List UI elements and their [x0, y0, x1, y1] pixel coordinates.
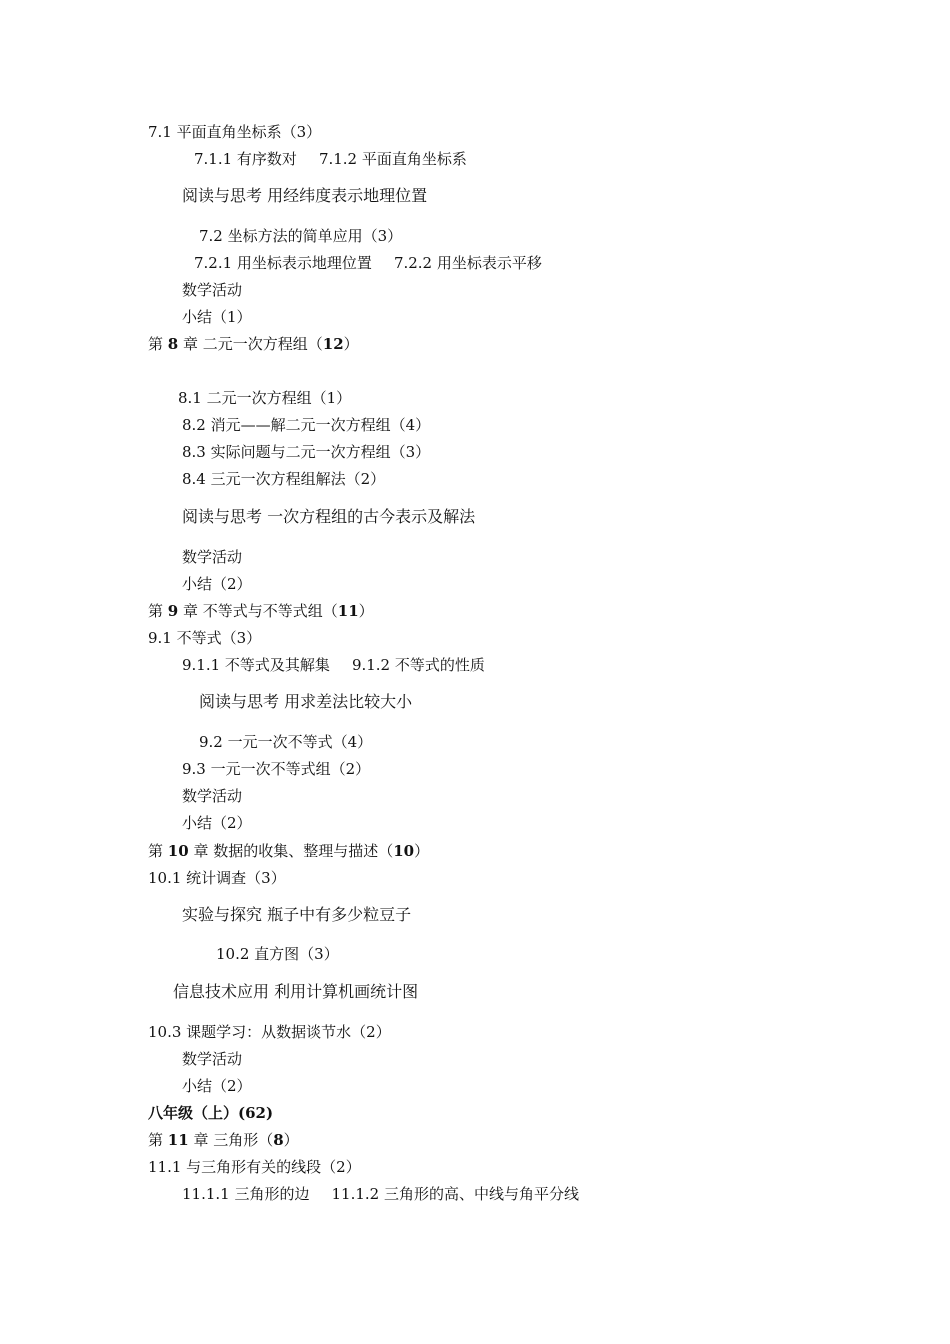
- section-9-2: 9.2 一元一次不等式（4）: [199, 733, 373, 751]
- section-7-1: 7.1 平面直角坐标系（3）: [148, 123, 322, 141]
- chapter-close: ）: [283, 1131, 299, 1149]
- subsection-9-1-2: 9.1.2 不等式的性质: [351, 656, 485, 674]
- chapter-prefix: 第: [148, 602, 164, 620]
- chapter-prefix: 第: [148, 842, 164, 860]
- subsection-row-7-1: [194, 149, 467, 169]
- reading-thinking-7: 阅读与思考 用经纬度表示地理位置: [182, 186, 428, 205]
- chapter-close: ）: [358, 602, 374, 620]
- chapter-prefix: 第: [148, 1131, 164, 1149]
- section-8-4: 8.4 三元一次方程组解法（2）: [182, 470, 386, 488]
- reading-thinking-8: 阅读与思考 一次方程组的古今表示及解法: [182, 507, 476, 526]
- subsection-row-9-1: [182, 655, 485, 675]
- math-activity-8: 数学活动: [182, 548, 243, 566]
- chapter-title: 章 数据的收集、整理与描述（: [193, 842, 394, 860]
- subsection-7-2-1: 7.2.1 用坐标表示地理位置: [194, 254, 372, 272]
- section-7-2: 7.2 坐标方法的简单应用（3）: [199, 227, 403, 245]
- subsection-11-1-2: 11.1.2 三角形的高、中线与角平分线: [331, 1185, 579, 1203]
- chapter-hours: 10: [393, 842, 415, 860]
- section-8-3: 8.3 实际问题与二元一次方程组（3）: [182, 443, 431, 461]
- section-10-2: 10.2 直方图（3）: [216, 945, 339, 963]
- subsection-row-11-1: [182, 1184, 579, 1204]
- chapter-hours: 11: [337, 602, 359, 620]
- subsection-7-1-2: 7.1.2 平面直角坐标系: [318, 150, 467, 168]
- chapter-8-heading: [148, 334, 359, 354]
- chapter-number: 11: [167, 1131, 189, 1149]
- section-10-3: 10.3 课题学习：从数据谈节水（2）: [148, 1023, 391, 1041]
- reading-thinking-9: 阅读与思考 用求差法比较大小: [199, 692, 413, 711]
- section-10-1: 10.1 统计调查（3）: [148, 869, 286, 887]
- summary-7: 小结（1）: [182, 308, 252, 326]
- subsection-7-2-2: 7.2.2 用坐标表示平移: [393, 254, 542, 272]
- chapter-close: ）: [343, 335, 359, 353]
- chapter-10-heading: [148, 841, 429, 861]
- chapter-title: 章 三角形（: [193, 1131, 274, 1149]
- chapter-title: 章 不等式与不等式组（: [183, 602, 338, 620]
- subsection-row-7-2: [194, 253, 542, 273]
- section-11-1: 11.1 与三角形有关的线段（2）: [148, 1158, 361, 1176]
- chapter-number: 8: [167, 335, 179, 353]
- summary-10: 小结（2）: [182, 1077, 252, 1095]
- section-8-2: 8.2 消元——解二元一次方程组（4）: [182, 416, 431, 434]
- subsection-7-1-1: 7.1.1 有序数对: [194, 150, 297, 168]
- section-9-1: 9.1 不等式（3）: [148, 629, 262, 647]
- chapter-prefix: 第: [148, 335, 164, 353]
- subsection-11-1-1: 11.1.1 三角形的边: [182, 1185, 310, 1203]
- experiment-explore-10: 实验与探究 瓶子中有多少粒豆子: [182, 905, 412, 924]
- section-8-1: 8.1 二元一次方程组（1）: [178, 389, 352, 407]
- grade-8-first-term-heading: 八年级（上）(62): [148, 1104, 274, 1122]
- chapter-title: 章 二元一次方程组（: [183, 335, 323, 353]
- chapter-hours: 12: [322, 335, 344, 353]
- chapter-number: 9: [167, 602, 179, 620]
- section-9-3: 9.3 一元一次不等式组（2）: [182, 760, 371, 778]
- it-application-10: 信息技术应用 利用计算机画统计图: [173, 982, 419, 1001]
- chapter-close: ）: [414, 842, 430, 860]
- math-activity-7: 数学活动: [182, 281, 243, 299]
- math-activity-10: 数学活动: [182, 1050, 243, 1068]
- chapter-9-heading: [148, 601, 374, 621]
- summary-8: 小结（2）: [182, 575, 252, 593]
- summary-9: 小结（2）: [182, 814, 252, 832]
- chapter-11-heading: [148, 1130, 299, 1150]
- subsection-9-1-1: 9.1.1 不等式及其解集: [182, 656, 330, 674]
- chapter-hours: 8: [273, 1131, 284, 1149]
- chapter-number: 10: [167, 842, 189, 860]
- math-activity-9: 数学活动: [182, 787, 243, 805]
